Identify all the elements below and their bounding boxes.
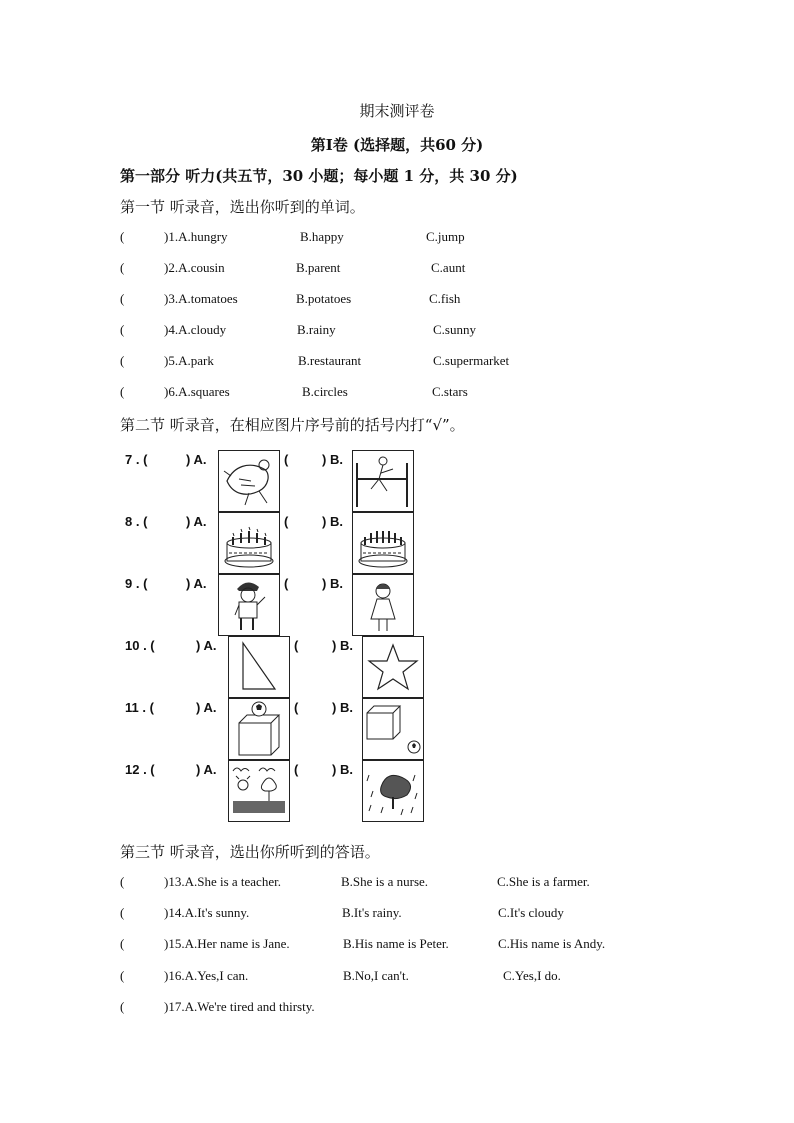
high-jump-icon[interactable] [352, 450, 414, 512]
ball-beside-box-icon[interactable] [362, 698, 424, 760]
option-a-label: ) A. [186, 514, 207, 529]
answer-paren[interactable]: ( [120, 968, 125, 983]
option-c: C.jump [426, 229, 465, 244]
answer-paren-b[interactable]: ( [294, 762, 299, 777]
option-b: B.It's rainy. [342, 905, 402, 920]
answer-paren[interactable]: ( [120, 229, 125, 244]
answer-paren-b[interactable]: ( [284, 576, 289, 591]
option-b-label: ) B. [322, 452, 343, 467]
option-b: B.His name is Peter. [343, 936, 449, 951]
option-b-label: ) B. [322, 576, 343, 591]
question-number[interactable]: 11 . ( [125, 700, 154, 715]
option-c: C.His name is Andy. [498, 936, 606, 951]
answer-paren-b[interactable]: ( [294, 638, 299, 653]
question-number[interactable]: 12 . ( [125, 762, 155, 777]
paper-subtitle: 第Ⅰ卷 (选择题，共60 分) [310, 136, 484, 154]
option-b: B.potatoes [296, 291, 352, 306]
question-number[interactable]: 9 . ( [125, 576, 148, 591]
section3-heading: 第三节 听录音，选出你所听到的答语。 [120, 843, 380, 861]
option-a: )16.A.Yes,I can. [164, 968, 249, 983]
option-a: )14.A.It's sunny. [164, 905, 250, 920]
option-b: B.parent [296, 260, 341, 275]
option-a: )1.A.hungry [164, 229, 228, 244]
option-c: C.aunt [431, 260, 466, 275]
triangle-icon[interactable] [228, 636, 290, 698]
question-number[interactable]: 7 . ( [125, 452, 148, 467]
girl-icon[interactable] [352, 574, 414, 636]
question-number[interactable]: 10 . ( [125, 638, 155, 653]
answer-paren[interactable]: ( [120, 874, 125, 889]
option-c: C.Yes,I do. [503, 968, 561, 983]
answer-paren-b[interactable]: ( [284, 452, 289, 467]
option-a: )5.A.park [164, 353, 214, 368]
option-b-label: ) B. [322, 514, 343, 529]
birthday-cake-icon[interactable] [218, 512, 280, 574]
option-b: B.rainy [297, 322, 336, 337]
ball-on-box-icon[interactable] [228, 698, 290, 760]
page-title: 期末测评卷 [359, 102, 435, 120]
option-a: )3.A.tomatoes [164, 291, 238, 306]
option-c: C.fish [429, 291, 461, 306]
option-a-label: ) A. [186, 452, 207, 467]
answer-paren[interactable]: ( [120, 384, 125, 399]
answer-paren[interactable]: ( [120, 260, 125, 275]
cloudy-trees-icon[interactable] [228, 760, 290, 822]
option-c: C.supermarket [433, 353, 510, 368]
option-b: B.No,I can't. [343, 968, 409, 983]
option-c: C.She is a farmer. [497, 874, 590, 889]
option-b-label: ) B. [332, 700, 353, 715]
option-a-label: ) A. [186, 576, 207, 591]
answer-paren[interactable]: ( [120, 322, 125, 337]
option-a: )15.A.Her name is Jane. [164, 936, 290, 951]
option-a-label: ) A. [196, 638, 217, 653]
option-b: B.circles [302, 384, 348, 399]
option-b: B.happy [300, 229, 344, 244]
section2-heading: 第二节 听录音，在相应图片序号前的括号内打“√”。 [120, 416, 465, 434]
question-number[interactable]: 8 . ( [125, 514, 148, 529]
section1-heading: 第一节 听录音，选出你听到的单词。 [120, 198, 365, 216]
dancing-figure-icon[interactable] [218, 450, 280, 512]
option-a: )17.A.We're tired and thirsty. [164, 999, 315, 1014]
option-b: B.restaurant [298, 353, 362, 368]
boy-icon[interactable] [218, 574, 280, 636]
birthday-cake-icon[interactable] [352, 512, 414, 574]
option-c: C.It's cloudy [498, 905, 564, 920]
option-a-label: ) A. [196, 700, 217, 715]
answer-paren[interactable]: ( [120, 291, 125, 306]
option-b-label: ) B. [332, 638, 353, 653]
option-b: B.She is a nurse. [341, 874, 429, 889]
answer-paren[interactable]: ( [120, 999, 125, 1014]
part-heading: 第一部分 听力(共五节，30 小题；每小题 1 分，共 30 分) [120, 167, 518, 185]
rainy-tree-icon[interactable] [362, 760, 424, 822]
answer-paren-b[interactable]: ( [284, 514, 289, 529]
option-a: )13.A.She is a teacher. [164, 874, 281, 889]
option-a: )2.A.cousin [164, 260, 225, 275]
option-c: C.sunny [433, 322, 476, 337]
option-c: C.stars [432, 384, 468, 399]
option-a: )6.A.squares [164, 384, 230, 399]
option-a: )4.A.cloudy [164, 322, 227, 337]
option-b-label: ) B. [332, 762, 353, 777]
answer-paren[interactable]: ( [120, 353, 125, 368]
answer-paren-b[interactable]: ( [294, 700, 299, 715]
answer-paren[interactable]: ( [120, 905, 125, 920]
star-icon[interactable] [362, 636, 424, 698]
option-a-label: ) A. [196, 762, 217, 777]
answer-paren[interactable]: ( [120, 936, 125, 951]
